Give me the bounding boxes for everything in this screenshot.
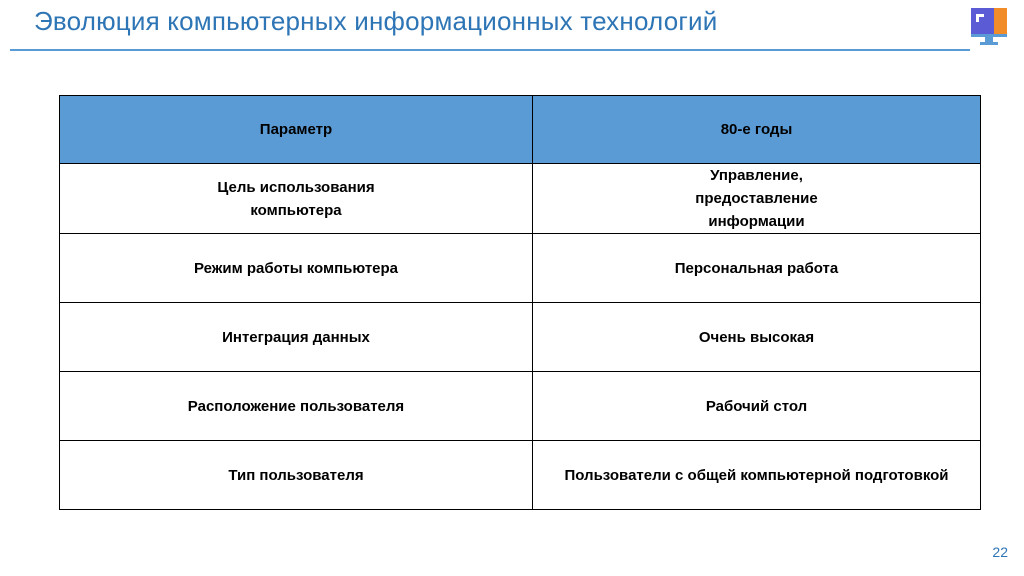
row-value-cell: Управление, предоставление информации [533,164,981,234]
row-value-cell: Очень высокая [533,303,981,372]
row-parameter-cell: Расположение пользователя [60,372,533,441]
page-number: 22 [992,544,1008,560]
header-parameter: Параметр [60,96,533,164]
header-80s: 80-е годы [533,96,981,164]
table-header-row [60,96,981,164]
row-value-cell: Персональная работа [533,234,981,303]
row-parameter-cell: Цель использования компьютера [60,164,533,234]
table-row [60,441,981,510]
row-parameter-cell: Режим работы компьютера [60,234,533,303]
monitor-icon [970,6,1008,46]
comparison-table [59,95,981,510]
row-value-cell: Пользователи с общей компьютерной подготовкой [533,441,981,510]
row-parameter-cell: Интеграция данных [60,303,533,372]
row-value-cell: Рабочий стол [533,372,981,441]
table-row [60,372,981,441]
title-underline [10,49,970,51]
slide-title: Эволюция компьютерных информационных технологий [34,6,718,36]
row-parameter-cell: Тип пользователя [60,441,533,510]
table-row [60,303,981,372]
table-row [60,164,981,234]
table-row [60,234,981,303]
